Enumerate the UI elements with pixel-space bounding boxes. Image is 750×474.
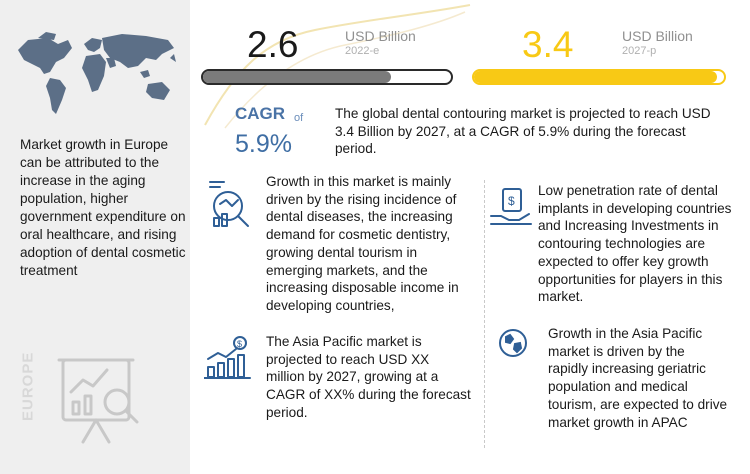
growth-chart-icon bbox=[204, 335, 254, 381]
unit-2027: USD Billion bbox=[622, 28, 693, 44]
region-label: EUROPE bbox=[19, 351, 37, 421]
svg-text:$: $ bbox=[237, 339, 243, 349]
insight-opportunities-text: Low penetration rate of dental implants in developing countries and Increasing Investments in contouring technologies are expected to offer key growth opportunities for players in this market. bbox=[538, 183, 732, 305]
europe-sidebar bbox=[0, 0, 190, 474]
insight-apac-market-text: The Asia Pacific market is projected to reach USD XX million by 2027, growing at a CAGR of XX% during the forecast period. bbox=[266, 334, 471, 420]
bar-fill-2027 bbox=[474, 71, 717, 83]
cagr-value: 5.9% bbox=[235, 130, 292, 158]
market-value-2022: 2.6 bbox=[247, 24, 299, 65]
year-2027: 2027-p bbox=[622, 45, 657, 57]
market-value-2027: 3.4 bbox=[522, 24, 574, 65]
bar-fill-2022 bbox=[203, 71, 391, 83]
cagr-label: CAGR bbox=[235, 104, 286, 123]
bar-track-2022 bbox=[201, 69, 453, 85]
globe-icon bbox=[498, 328, 528, 358]
svg-text:$: $ bbox=[508, 194, 515, 208]
cagr-of-text: of bbox=[294, 112, 304, 124]
year-2022: 2022-e bbox=[345, 45, 380, 57]
europe-description: Market growth in Europe can be attributed to the increase in the aging population, higher government expenditure on oral healthcare, and rising adoption of dental cosmetic treatment bbox=[20, 137, 186, 278]
dental-analysis-icon bbox=[204, 178, 254, 230]
world-map-icon bbox=[10, 28, 182, 120]
insight-apac-growth-text: Growth in the Asia Pacific market is driven by the rapidly increasing geriatric population and medical tourism, are expected to drive market growth in APAC bbox=[548, 326, 728, 430]
investment-icon bbox=[489, 186, 533, 228]
cagr-description: The global dental contouring market is projected to reach USD 3.4 Billion by 2027, at a CAGR of 5.9% during the forecast period. bbox=[335, 106, 711, 156]
presentation-analysis-icon bbox=[55, 350, 147, 446]
insight-drivers-text: Growth in this market is mainly driven by the rising incidence of dental diseases, the increasing demand for cosmetic dentistry, growing dental tourism in emerging markets, and the increasing disposable income in developing countries, bbox=[266, 174, 459, 313]
unit-2022: USD Billion bbox=[345, 28, 416, 44]
column-divider bbox=[484, 180, 485, 448]
bar-track-2027 bbox=[472, 69, 726, 85]
